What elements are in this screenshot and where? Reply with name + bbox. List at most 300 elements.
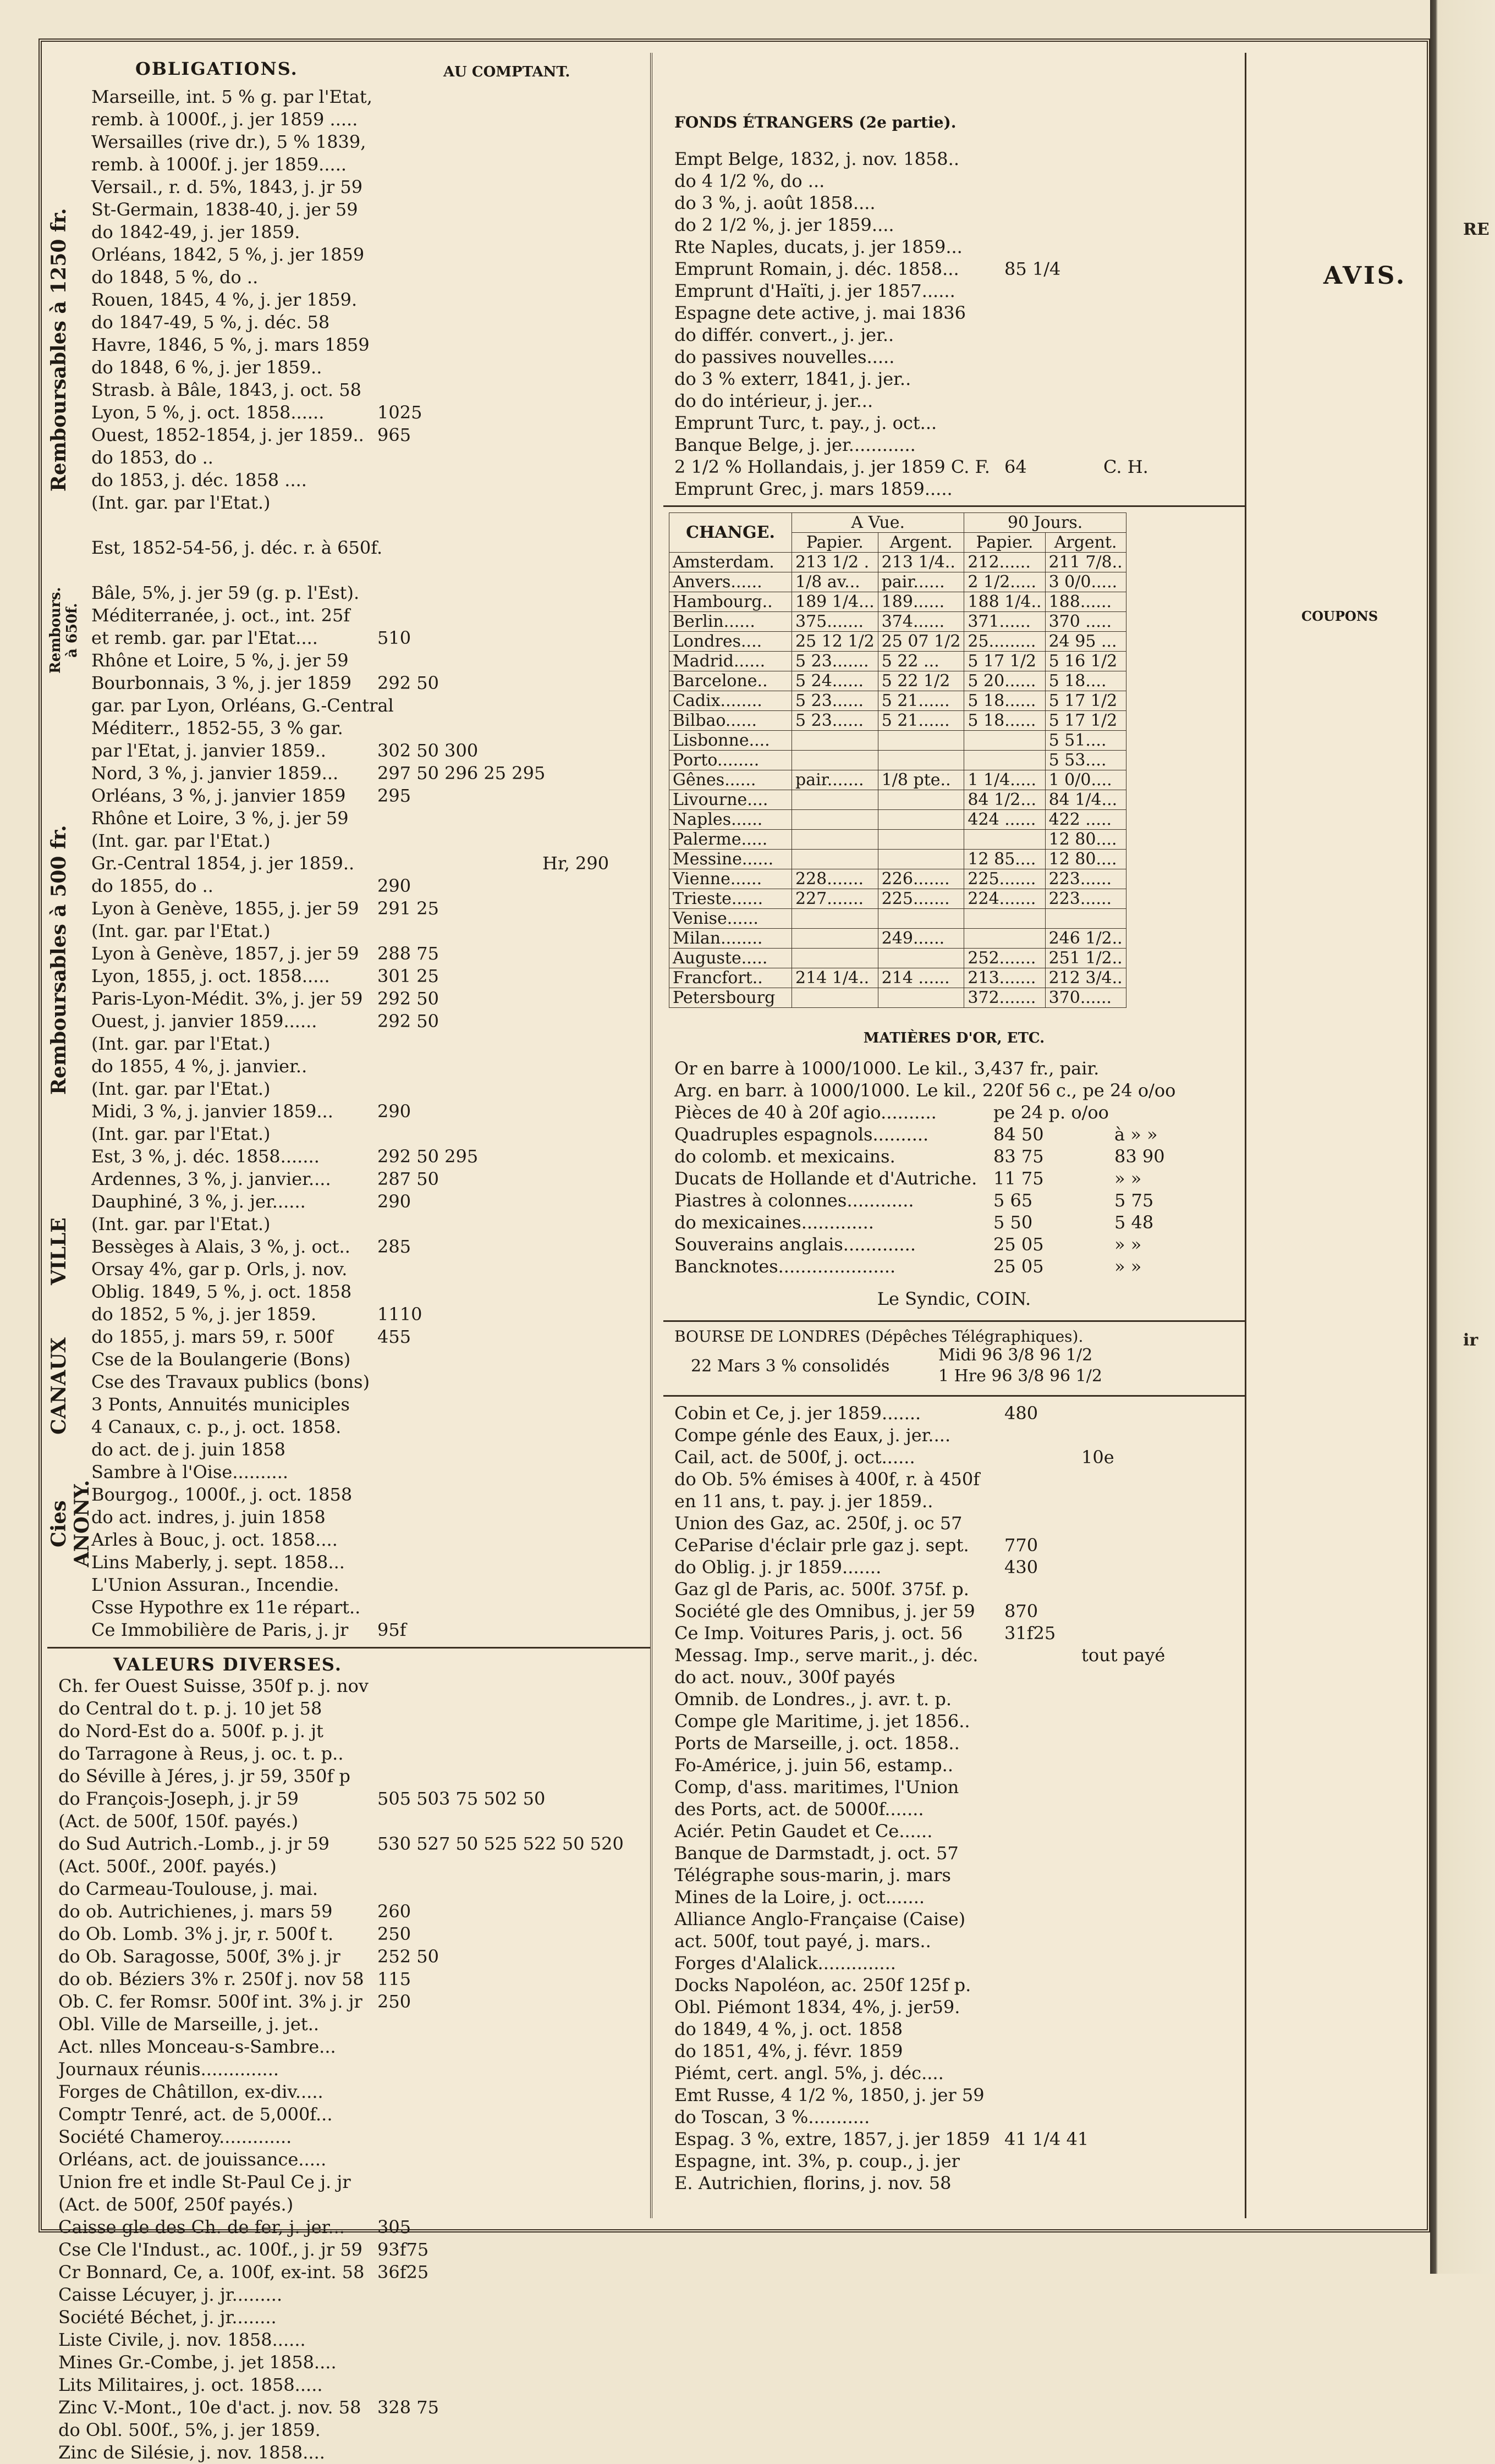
list-item [47,1213,650,1236]
list-item [663,1930,1245,1952]
item-value: 25 05 [993,1234,1044,1255]
list-item [47,176,650,199]
list-item [47,1010,650,1033]
item-label: Ducats de Hollande et d'Autriche. [674,1168,977,1189]
item-label: Oblig. 1849, 5 %, j. oct. 1858 [91,1281,352,1302]
vertical-label-500: Remboursables à 500 fr. [47,825,70,1095]
item-label: do Sud Autrich.-Lomb., j. jr 59 [58,1833,329,1854]
item-label: Csse Hypothre ex 11e répart.. [91,1597,361,1618]
item-value: 93f75 [377,2239,429,2260]
item-value: tout payé [1081,1645,1166,1666]
change-cell [878,790,964,810]
item-label: Lyon à Genève, 1855, j. jer 59 [91,898,359,919]
change-cell: Venise...... [669,909,792,929]
change-cell: 5 18.... [1045,671,1126,691]
item-label: Banque de Darmstadt, j. oct. 57 [674,1843,959,1864]
change-cell: 5 22 ... [878,652,964,671]
item-label: do Tarragone à Reus, j. oc. t. p.. [58,1743,344,1764]
item-label: do colomb. et mexicains. [674,1146,895,1167]
item-label: remb. à 1000f., j. jer 1859 ..... [91,109,358,130]
list-item [47,514,650,537]
item-label: do Central do t. p. j. 10 jet 58 [58,1698,322,1719]
change-cell: 5 21...... [878,691,964,711]
item-label: Omnib. de Londres., j. avr. t. p. [674,1689,952,1710]
list-item [47,2396,650,2419]
item-label: et remb. gar. par l'Etat.... [91,627,318,648]
list-item [663,1578,1245,1600]
item-label: Act. nlles Monceau-s-Sambre... [58,2036,336,2057]
list-item [47,2306,650,2329]
change-cell [878,731,964,751]
item-label: Souverains anglais............. [674,1234,916,1255]
change-row [669,572,1126,592]
change-cell: 5 17 1/2 [964,652,1045,671]
change-cell: 2 1/2..... [964,572,1045,592]
item-label: act. 500f, tout payé, j. mars.. [674,1931,931,1952]
change-cell: 25......... [964,632,1045,652]
avis-heading: AVIS. [1323,262,1407,290]
change-cell: Madrid...... [669,652,792,671]
change-cell: 214 ...... [878,968,964,988]
change-cell: 5 21...... [878,711,964,731]
list-item [663,1446,1245,1468]
list-item [47,1416,650,1438]
item-value: 292 50 [377,672,439,693]
list-item [47,2374,650,2396]
list-item [47,807,650,830]
list-item [47,1236,650,1258]
list-item [663,1490,1245,1512]
item-label: gar. par Lyon, Orléans, G.-Central [91,695,394,716]
list-item [47,266,650,289]
change-cell: Berlin...... [669,612,792,632]
item-value: 455 [377,1326,411,1347]
list-item [47,1281,650,1303]
item-label: Banque Belge, j. jer............ [674,434,916,455]
change-table [669,512,1126,1008]
vertical-label-ville: VILLE [47,1217,70,1286]
list-item [47,1968,650,1991]
change-cell: 5 17 1/2 [1045,691,1126,711]
change-cell [792,988,878,1008]
item-value: 305 [377,2217,411,2237]
list-item [47,1788,650,1810]
item-label: Ce Imp. Voitures Paris, j. oct. 56 [674,1623,963,1644]
list-item [663,280,1245,302]
item-label: do do intérieur, j. jer... [674,390,873,411]
item-label: Espag. 3 %, extre, 1857, j. jer 1859 [674,2129,990,2149]
argent-header: Argent. [1045,533,1126,553]
item-value: pe 24 p. o/oo [993,1102,1109,1123]
change-cell: 12 85.... [964,850,1045,869]
list-item [663,2106,1245,2128]
item-label: do 3 % exterr, 1841, j. jer.. [674,368,911,389]
item-label: Quadruples espagnols.......... [674,1124,929,1145]
change-cell [792,810,878,830]
change-cell [792,751,878,770]
list-item [663,1057,1245,1079]
change-row [669,770,1126,790]
item-label: Méditerranée, j. oct., int. 25f [91,605,350,626]
item-label: par l'Etat, j. janvier 1859.. [91,740,326,761]
item-label: (Int. gar. par l'Etat.) [91,1123,271,1144]
vertical-label-650: Rembours. à 650f. [47,587,80,674]
item-label: Bourgog., 1000f., j. oct. 1858 [91,1484,353,1505]
list-item [47,334,650,356]
list-item [663,346,1245,368]
list-item [47,1833,650,1855]
change-cell: Palerme..... [669,830,792,850]
item-label: Wersailles (rive dr.), 5 % 1839, [91,131,366,152]
item-label: do 1851, 4%, j. févr. 1859 [674,2041,903,2061]
list-item [663,1167,1245,1189]
change-cell: Trieste...... [669,889,792,909]
item-label: Rhône et Loire, 3 %, j. jer 59 [91,808,349,829]
adjacent-page-edge [1430,0,1495,2274]
list-item [47,1855,650,1878]
item-label: Comptr Tenré, act. de 5,000f... [58,2104,333,2125]
item-label: do Ob. 5% émises à 400f, r. à 450f [674,1469,980,1490]
item-label: Versail., r. d. 5%, 1843, j. jr 59 [91,177,363,197]
list-item [47,1765,650,1788]
list-item [47,2148,650,2171]
item-label: do 1847-49, 5 %, j. déc. 58 [91,312,330,333]
change-cell: 223...... [1045,889,1126,909]
item-label: Cr Bonnard, Ce, a. 100f, ex-int. 58 [58,2262,365,2283]
list-item [47,627,650,649]
change-cell: 5 23...... [792,691,878,711]
change-cell [792,949,878,968]
list-item [663,1952,1245,1974]
list-item [47,942,650,965]
change-cell [792,909,878,929]
valeurs-title: VALEURS DIVERSES. [113,1654,342,1675]
change-cell: Messine...... [669,850,792,869]
list-item [663,478,1245,500]
change-cell: 188 1/4.. [964,592,1045,612]
list-item [663,1886,1245,1908]
list-item [663,1996,1245,2018]
change-cell [792,929,878,949]
item-label: Est, 3 %, j. déc. 1858....... [91,1146,320,1167]
change-cell: Cadix........ [669,691,792,711]
list-item [47,1743,650,1765]
item-value: 83 90 [1114,1146,1165,1167]
change-cell: 227....... [792,889,878,909]
list-item [663,2018,1245,2040]
item-label: Compe génle des Eaux, j. jer.... [674,1425,951,1446]
list-item [47,649,650,672]
au-comptant-label: AU COMPTANT. [443,64,570,80]
item-value: 287 50 [377,1168,439,1189]
item-label: do act. de j. juin 1858 [91,1439,285,1460]
list-item [663,1644,1245,1666]
list-item [663,2084,1245,2106]
item-value: 115 [377,1969,411,1989]
item-label: do ob. Autrichienes, j. mars 59 [58,1901,333,1922]
item-label: do 1848, 6 %, j. jer 1859.. [91,357,322,378]
change-cell: 370...... [1045,988,1126,1008]
list-item [47,1551,650,1574]
list-item [663,324,1245,346]
change-cell: 188...... [1045,592,1126,612]
change-cell: 223...... [1045,869,1126,889]
list-item [47,2036,650,2058]
list-item [47,1923,650,1945]
change-cell: 84 1/2... [964,790,1045,810]
change-cell: 5 22 1/2 [878,671,964,691]
item-label: Caisse gle des Ch. de fer, j. jer... [58,2217,345,2237]
list-item [47,2103,650,2126]
list-item [47,694,650,717]
change-cell: 12 80.... [1045,850,1126,869]
obligations-list [47,86,650,1641]
change-cell: 228....... [792,869,878,889]
item-label: Fo-Américe, j. juin 56, estamp.. [674,1755,953,1776]
item-label: Paris-Lyon-Médit. 3%, j. jer 59 [91,988,363,1009]
change-cell: Barcelone.. [669,671,792,691]
list-item [663,1233,1245,1255]
change-cell: 1/8 av... [792,572,878,592]
item-label: Nord, 3 %, j. janvier 1859... [91,763,339,784]
item-label: do 1852, 5 %, j. jer 1859. [91,1304,317,1325]
change-row [669,592,1126,612]
change-cell: 225....... [878,889,964,909]
list-item [663,1211,1245,1233]
change-cell: 1 1/4..... [964,770,1045,790]
list-item [47,86,650,108]
item-label: (Act. 500f., 200f. payés.) [58,1856,277,1877]
list-item [47,1145,650,1168]
item-label: Rouen, 1845, 4 %, j. jer 1859. [91,289,358,310]
change-cell: 189 1/4... [792,592,878,612]
item-value: 292 50 [377,1011,439,1032]
item-value: 430 [1004,1557,1038,1578]
list-item [663,1710,1245,1732]
list-item [47,492,650,514]
middle-column [663,53,1246,2218]
change-cell [878,751,964,770]
list-item [663,412,1245,434]
list-item [47,379,650,401]
change-cell: Bilbao...... [669,711,792,731]
coupons-heading: COUPONS [1301,608,1378,624]
change-cell: 5 23....... [792,652,878,671]
item-label: Société Béchet, j. jr........ [58,2307,277,2328]
item-label: Zinc de Silésie, j. nov. 1858.... [58,2442,325,2463]
section-divider [663,505,1245,507]
item-label: Alliance Anglo-Française (Caise) [674,1909,966,1930]
change-cell: Londres.... [669,632,792,652]
item-value: 297 50 296 25 295 [377,763,546,784]
item-label: Obl. Ville de Marseille, j. jet.. [58,2014,320,2035]
list-item [47,1675,650,1697]
change-cell: Amsterdam. [669,553,792,572]
list-item [663,1424,1245,1446]
item-label: Cobin et Ce, j. jer 1859....... [674,1403,921,1424]
list-item [47,1348,650,1371]
change-row [669,790,1126,810]
list-item [47,1438,650,1461]
change-cell: Anvers...... [669,572,792,592]
change-cell [792,731,878,751]
item-label: Ch. fer Ouest Suisse, 350f p. j. nov [58,1675,369,1696]
item-value: 295 [377,785,411,806]
change-cell: 1/8 pte.. [878,770,964,790]
item-label: do François-Joseph, j. jr 59 [58,1788,299,1809]
change-cell: 370 ..... [1045,612,1126,632]
change-cell: 5 18...... [964,691,1045,711]
item-label: Méditerr., 1852-55, 3 % gar. [91,718,343,738]
item-value: 285 [377,1236,411,1257]
change-cell: Petersbourg [669,988,792,1008]
item-label: Aciér. Petin Gaudet et Ce...... [674,1821,933,1842]
argent-header: Argent. [878,533,964,553]
list-item [663,1600,1245,1622]
change-row [669,652,1126,671]
item-label: do Ob. Saragosse, 500f, 3% j. jr [58,1946,340,1967]
list-item [47,582,650,604]
change-cell: 213 1/2 . [792,553,878,572]
change-row [669,988,1126,1008]
item-label: do 1853, do .. [91,447,213,468]
item-value: 5 50 [993,1212,1033,1233]
change-title: CHANGE. [669,513,792,553]
a-vue-header: A Vue. [792,513,964,533]
vertical-label-canaux: CANAUX [47,1337,70,1435]
list-item [47,1900,650,1923]
item-label: do 1849, 4 %, j. oct. 1858 [674,2019,903,2039]
item-label: Emprunt Turc, t. pay., j. oct... [674,412,937,433]
item-label: Empt Belge, 1832, j. nov. 1858.. [674,148,959,169]
item-value: 1025 [377,402,422,423]
list-item [47,1484,650,1506]
item-label: (Act. de 500f, 150f. payés.) [58,1811,299,1832]
change-cell: 5 20...... [964,671,1045,691]
item-label: do ob. Béziers 3% r. 250f j. nov 58 [58,1969,364,1989]
section-divider [47,1647,650,1649]
item-label: CeParise d'éclair prle gaz j. sept. [674,1535,969,1556]
list-item [47,1190,650,1213]
item-label: Société Chameroy............. [58,2126,292,2147]
syndic-signature: Le Syndic, COIN. [877,1288,1031,1309]
list-item [47,965,650,988]
item-label: Ardennes, 3 %, j. janvier.... [91,1168,331,1189]
change-cell: 211 7/8.. [1045,553,1126,572]
change-row [669,731,1126,751]
list-item [663,236,1245,258]
edge-fragment: ir [1463,1331,1478,1350]
change-cell [964,830,1045,850]
item-label: Mines de la Loire, j. oct....... [674,1887,925,1908]
list-item [47,2058,650,2081]
item-label: Emprunt Romain, j. déc. 1858... [674,258,959,279]
item-label: Ob. C. fer Romsr. 500f int. 3% j. jr [58,1991,362,2012]
item-label: Forges d'Alalick.............. [674,1953,896,1974]
change-cell: 5 18...... [964,711,1045,731]
change-cell: 25 07 1/2 [878,632,964,652]
item-value: 252 50 [377,1946,439,1967]
list-item [663,1754,1245,1776]
item-label: Piastres à colonnes............ [674,1190,914,1211]
change-cell: 189...... [878,592,964,612]
left-column [47,53,652,2463]
item-value: 290 [377,1191,411,1212]
item-label: Compe gle Maritime, j. jet 1856.. [674,1711,970,1732]
item-label: Arles à Bouc, j. oct. 1858.... [91,1529,338,1550]
change-cell: Milan........ [669,929,792,949]
item-label: Piémt, cert. angl. 5%, j. déc.... [674,2063,944,2083]
change-cell: 5 16 1/2 [1045,652,1126,671]
valeurs-mid-list [663,1402,1245,2194]
list-item [47,1100,650,1123]
change-row [669,553,1126,572]
item-label: Télégraphe sous-marin, j. mars [674,1865,951,1886]
item-label: do Oblig. j. jr 1859....... [674,1557,882,1578]
change-row [669,691,1126,711]
item-value: 480 [1004,1403,1038,1424]
item-label: (Int. gar. par l'Etat.) [91,1033,271,1054]
list-item [47,2351,650,2374]
item-label: 4 Canaux, c. p., j. oct. 1858. [91,1416,342,1437]
list-item [47,2261,650,2284]
item-value: 505 503 75 502 50 [377,1788,546,1809]
change-cell: Lisbonne.... [669,731,792,751]
list-item [663,2128,1245,2150]
list-item [663,1101,1245,1123]
change-cell: 5 23...... [792,711,878,731]
item-label: L'Union Assuran., Incendie. [91,1574,339,1595]
item-label: Dauphiné, 3 %, j. jer...... [91,1191,306,1212]
item-label: do 1855, j. mars 59, r. 500f [91,1326,333,1347]
change-cell: 5 51.... [1045,731,1126,751]
item-label: Ports de Marseille, j. oct. 1858.. [674,1733,960,1754]
item-label: Cse Cle l'Indust., ac. 100f., j. jr 59 [58,2239,363,2260]
list-item [663,456,1245,478]
change-cell: 424 ...... [964,810,1045,830]
list-item [47,1123,650,1145]
item-label: Bourbonnais, 3 %, j. jer 1859 [91,672,352,693]
list-item [47,221,650,244]
item-label: Orléans, 3 %, j. janvier 1859 [91,785,346,806]
change-cell: Hambourg.. [669,592,792,612]
item-label: Mines Gr.-Combe, j. jet 1858.... [58,2352,337,2373]
fonds-list [663,148,1245,500]
list-item [663,1820,1245,1842]
item-label: do 1855, 4 %, j. janvier.. [91,1056,307,1077]
item-value: 302 50 300 [377,740,479,761]
item-label: 2 1/2 % Hollandais, j. jer 1859 C. F. [674,456,990,477]
list-item [663,1776,1245,1798]
matieres-title: MATIÈRES D'OR, ETC. [863,1030,1045,1046]
section-divider [663,1395,1245,1397]
list-item [47,153,650,176]
change-cell [878,810,964,830]
list-item [663,2150,1245,2172]
change-cell: 84 1/4... [1045,790,1126,810]
item-label: Docks Napoléon, ac. 250f 125f p. [674,1975,971,1996]
list-item [663,390,1245,412]
change-cell: 5 24...... [792,671,878,691]
item-label: Arg. en barr. à 1000/1000. Le kil., 220f 56 c., pe 24 o/oo [674,1080,1176,1101]
change-cell [964,731,1045,751]
list-item [47,1697,650,1720]
list-item [47,356,650,379]
item-label: Bancknotes..................... [674,1256,896,1277]
change-row [669,711,1126,731]
list-item [663,1666,1245,1688]
item-value: 1110 [377,1304,422,1325]
